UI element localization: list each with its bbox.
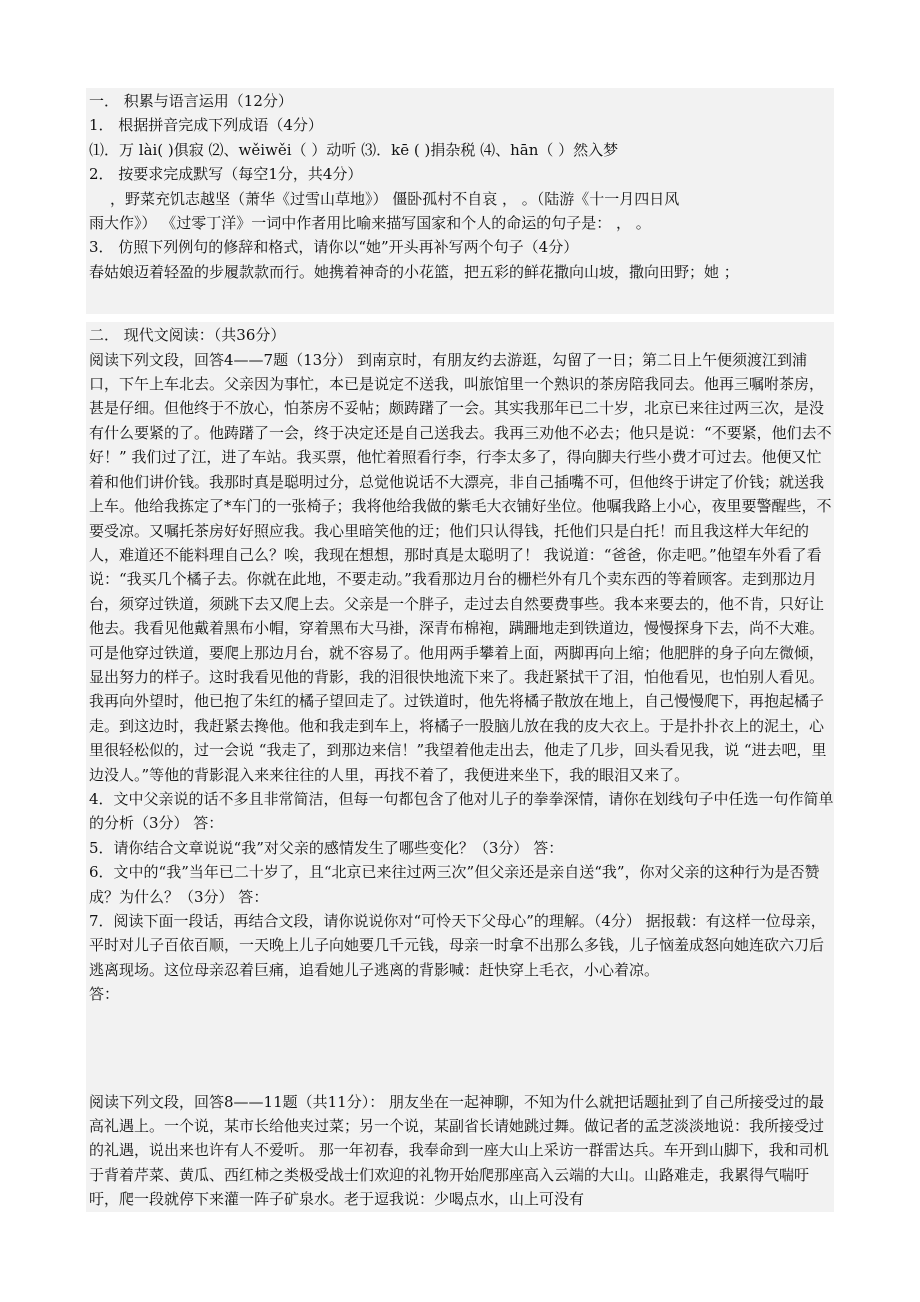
section-second-reading [86,1063,834,1212]
divider [86,314,834,322]
exam-page [86,88,834,1212]
section-accumulation [86,88,834,314]
question-3: 3． 仿照下列例句的修辞和格式，请你以“她”开头再补写两个句子（4分） [89,238,579,257]
answer-label: 答： [89,985,120,1004]
question-1: 1． 根据拼音完成下列成语（4分） [89,116,323,135]
section-heading: 二． 现代文阅读：（共36分） [89,326,286,345]
blank-gap [89,1064,834,1090]
question-5: 5．请你结合文章说说“我”对父亲的感情发生了哪些变化？（3分） 答： [89,838,564,857]
question-2: 2． 按要求完成默写（每空1分，共4分） [89,165,363,184]
question-7: 7．阅读下面一段话，再结合文段，请你说说你对“可怜天下父母心”的理解。（4分） 据报载：有这样一位母亲，平时对儿子百依百顺，一天晚上儿子向她要几千元钱，母亲一时拿不出那么多钱，儿子恼羞成怒向她连砍六刀后逃离现场。这位母亲忍着巨痛，追看她儿子逃离的背影喊：赶快穿上毛衣，小心着凉。 [89,912,826,979]
question-4: 4．文中父亲说的话不多且非常简洁，但每一句都包含了他对儿子的拳拳深情，请你在划线句子中任选一句作简单的分析（3分） 答： [89,789,834,833]
reading-passage: 阅读下列文段，回答4——7题（13分） 到南京时，有朋友约去游逛，勾留了一日；第二日上午便须渡江到浦口，下午上车北去。父亲因为事忙，本已是说定不送我，叫旅馆里一个熟识的茶房陪我同去。他再三嘱咐茶房，甚是仔细。但他终于不放心，怕茶房不妥帖；颇踌躇了一会。其实我那年已二十岁，北京已来往过两三次，是没有什么要紧的了。他踌躇了一会，终于决定还是自己送我去。我再三劝他不必去；他只是说：“不要紧，他们去不好！” 我们过了江，进了车站。我买票，他忙着照看行李，行李太多了，得向脚夫行些小费才可过去。他便又忙着和他们讲价钱。我那时真是聪明过分，总觉他说话不大漂亮，非自己插嘴不可，但他终于讲定了价钱；就送我上车。他给我拣定了*车门的一张椅子；我将他给我做的紫毛大衣铺好坐位。他嘱我路上小心，夜里要警醒些，不要受凉。又嘱托茶房好好照应我。我心里暗笑他的迂；他们只认得钱，托他们只是白托！而且我这样大年纪的人，难道还不能料理自己么？唉，我现在想想，那时真是太聪明了！ 我说道：“爸爸，你走吧。”他望车外看了看说：“我买几个橘子去。你就在此地，不要走动。”我看那边月台的栅栏外有几个卖东西的等着顾客。走到那边月台，须穿过铁道，须跳下去又爬上去。父亲是一个胖子，走过去自然要费事些。我本来要去的，他不肯，只好让他去。我看见他戴着黑布小帽，穿着黑布大马褂，深青布棉袍，蹒跚地走到铁道边，慢慢探身下去，尚不大难。可是他穿过铁道，要爬上那边月台，就不容易了。他用两手攀着上面，两脚再向上缩；他肥胖的身子向左微倾，显出努力的样子。这时我看见他的背影，我的泪很快地流下来了。我赶紧拭干了泪，怕他看见，也怕别人看见。我再向外望时，他已抱了朱红的橘子望回走了。过铁道时，他先将橘子散放在地上，自己慢慢爬下，再抱起橘子走。到这边时，我赶紧去搀他。他和我走到车上，将橘子一股脑儿放在我的皮大衣上。于是扑扑衣上的泥土，心里很轻松似的，过一会说 “我走了，到那边来信！”我望着他走出去，他走了几步，回头看见我，说 “进去吧，里边没人。”等他的背影混入来来往往的人里，再找不着了，我便进来坐下，我的眼泪又来了。 [89,350,832,784]
blank-gap [89,284,834,314]
question-2-line-1: ，野菜充饥志越坚（萧华《过雪山草地》） 僵卧孤村不自哀 ， 。（陆游《十一月四日风 [110,189,680,208]
answer-space [89,1007,834,1063]
question-3-example: 春姑娘迈着轻盈的步履款款而行。她携着神奇的小花篮，把五彩的鲜花撒向山坡，撒向田野；她 ； [89,262,739,281]
reading-passage: 阅读下列文段，回答8——11题（共11分）： 朋友坐在一起神聊，不知为什么就把话题扯到了自己所接受过的最高礼遇上。一个说，某市长给他夹过菜；另一个说，某副省长请她跳过舞。做记者的孟芝淡淡地说：我所接受过的礼遇，说出来也许有人不爱听。 那一年初春，我奉命到一座大山上采访一群雷达兵。车开到山脚下，我和司机于背着芹菜、黄瓜、西红柿之类极受战士们欢迎的礼物开始爬那座高入云端的大山。山路难走，我累得气喘吁吁，爬一段就停下来灌一阵子矿泉水。老于逗我说：少喝点水，山上可没有 [89,1092,829,1209]
question-2-line-2: 雨大作》） 《过零丁洋》一词中作者用比喻来描写国家和个人的命运的句子是： ， 。 [89,214,651,233]
question-6: 6．文中的“我”当年已二十岁了，且“北京已来往过两三次”但父亲还是亲自送“我”，你对父亲的这种行为是否赞成？为什么？（3分） 答： [89,863,820,906]
section-modern-reading [86,322,834,1062]
question-1-items: ⑴．万 lài( )俱寂 ⑵、wěiwěi（ ）动听 ⑶．kē ( )捐杂税 ⑷、hān（ ）然入梦 [89,140,619,159]
section-heading: 一． 积累与语言运用（12分） [89,92,293,110]
